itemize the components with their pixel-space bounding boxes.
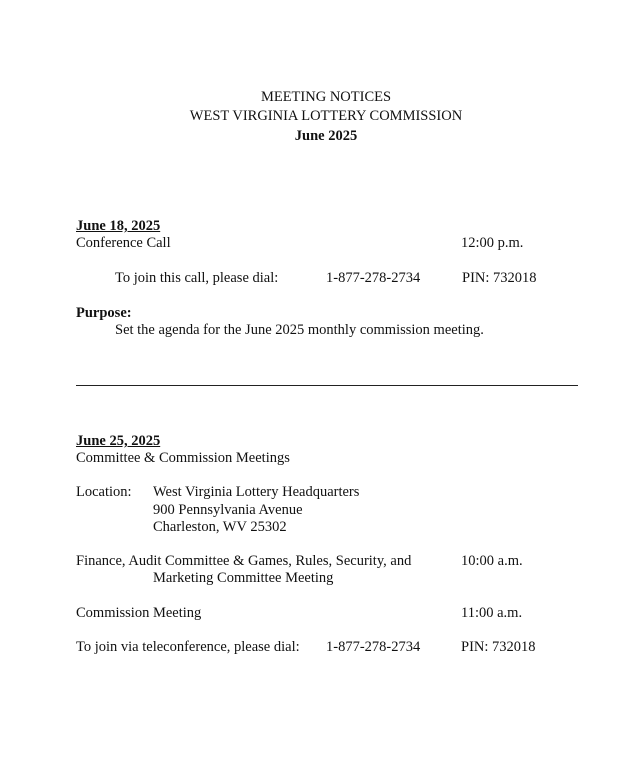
commission-meeting-label: Commission Meeting — [76, 605, 202, 621]
purpose-text: Set the agenda for the June 2025 monthly commission meeting. — [115, 322, 484, 338]
commission-meeting-time: 11:00 a.m. — [461, 605, 523, 621]
meeting-type: Conference Call — [76, 235, 171, 251]
meeting-time: 12:00 p.m. — [461, 235, 524, 251]
teleconference-instructions: To join via teleconference, please dial: — [76, 639, 300, 655]
location-line: 900 Pennsylvania Avenue — [153, 502, 303, 518]
location-line: Charleston, WV 25302 — [153, 519, 287, 535]
dial-pin: PIN: 732018 — [462, 270, 537, 286]
meeting-date: June 18, 2025 — [76, 218, 161, 234]
dial-phone-number: 1-877-278-2734 — [326, 270, 421, 286]
committee-meeting-title-cont: Marketing Committee Meeting — [153, 570, 334, 586]
dial-instructions: To join this call, please dial: — [115, 270, 279, 286]
notice-heading: MEETING NOTICES — [260, 89, 392, 105]
organization-name: WEST VIRGINIA LOTTERY COMMISSION — [189, 108, 463, 124]
dial-phone-number: 1-877-278-2734 — [326, 639, 421, 655]
location-line: West Virginia Lottery Headquarters — [153, 484, 360, 500]
meeting-type: Committee & Commission Meetings — [76, 450, 290, 466]
purpose-label: Purpose: — [76, 305, 132, 321]
meeting-date: June 25, 2025 — [76, 433, 161, 449]
section-divider — [76, 385, 578, 386]
dial-pin: PIN: 732018 — [461, 639, 536, 655]
committee-meeting-title: Finance, Audit Committee & Games, Rules, Security, and — [76, 553, 412, 569]
location-label: Location: — [76, 484, 132, 500]
notice-month: June 2025 — [294, 128, 358, 144]
committee-meeting-time: 10:00 a.m. — [461, 553, 523, 569]
